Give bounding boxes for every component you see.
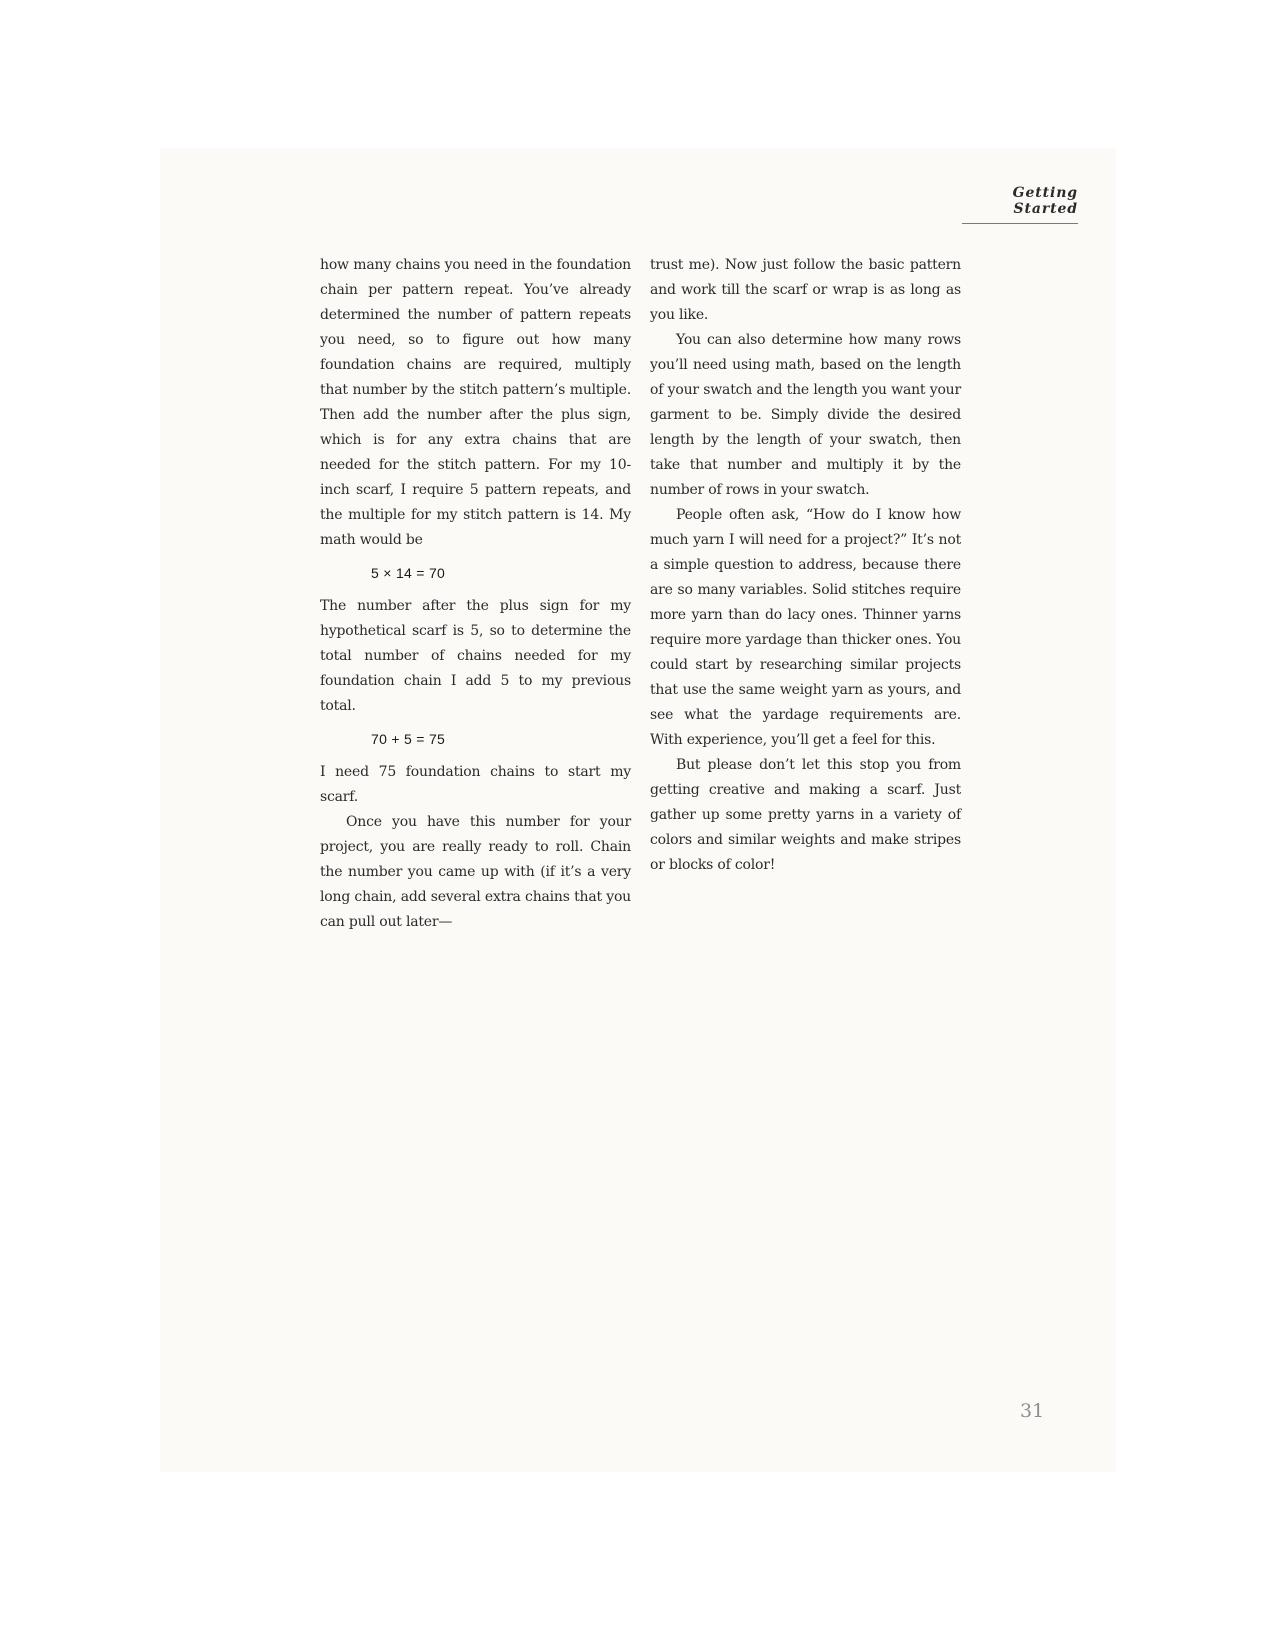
paragraph: People often ask, “How do I know how much yarn I will need for a project?” It’s not a simple question to address, because there are so many variables. Solid stitches require more yarn than do lacy ones. Thinner yarns require more yardage than thicker ones. You could start by researching similar projects that use the same weight yarn as yours, and see what the yardage requirements are. With experience, you’ll get a feel for this. bbox=[650, 507, 961, 748]
paragraph: trust me). Now just follow the basic pattern and work till the scarf or wrap is as long as you like. bbox=[650, 257, 961, 323]
book-page bbox=[160, 148, 1116, 1472]
equation: 70 + 5 = 75 bbox=[371, 731, 446, 747]
paragraph: I need 75 foundation chains to start my scarf. bbox=[320, 764, 631, 805]
page-number: 31 bbox=[1020, 1400, 1045, 1422]
paragraph: But please don’t let this stop you from getting creative and making a scarf. Just gather up some pretty yarns in a variety of colors and similar weights and make stripes or blocks of color! bbox=[650, 757, 961, 873]
paragraph: You can also determine how many rows you’ll need using math, based on the length of your swatch and the length you want your garment to be. Simply divide the desired length by the length of your swatch, then take that number and multiply it by the number of rows in your swatch. bbox=[650, 332, 961, 498]
paragraph: how many chains you need in the foundation chain per pattern repeat. You’ve already determined the number of pattern repeats you need, so to figure out how many foundation chains are required, multiply that number by the stitch pattern’s multiple. Then add the number after the plus sign, which is for any extra chains that are needed for the stitch pattern. For my 10-inch scarf, I require 5 pattern repeats, and the multiple for my stitch pattern is 14. My math would be bbox=[320, 257, 631, 548]
right-column bbox=[650, 253, 961, 878]
paragraph: The number after the plus sign for my hypothetical scarf is 5, so to determine the total number of chains needed for my foundation chain I add 5 to my previous total. bbox=[320, 598, 631, 714]
paragraph: Once you have this number for your project, you are really ready to roll. Chain the number you came up with (if it’s a very long chain, add several extra chains that you can pull out later— bbox=[320, 814, 631, 930]
equation: 5 × 14 = 70 bbox=[371, 565, 446, 581]
left-column bbox=[320, 253, 631, 935]
running-head: Getting Started bbox=[962, 185, 1078, 224]
